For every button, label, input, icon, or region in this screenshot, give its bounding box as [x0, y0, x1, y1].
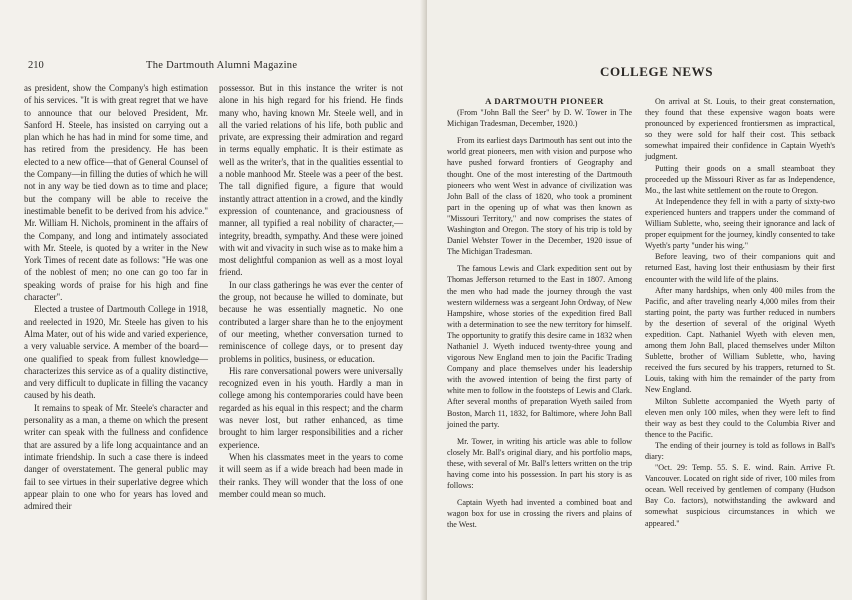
paragraph: Milton Sublette accompanied the Wyeth party of eleven men only 100 miles, when they were left to find their way as best they could to the Columbia River and thence to the Pacific.	[645, 396, 835, 439]
paragraph: Elected a trustee of Dartmouth College in 1918, and reelected in 1920, Mr. Steele has given to his Alma Mater, out of his wide and varied experience, a very valuable service. A member of the board—one qualified to speak from fullest knowledge—characterizes this service as of a quality distinctive, and very difficult to duplicate in filling the vacancy caused by his death.	[24, 304, 208, 401]
left-column-1	[24, 82, 208, 512]
paragraph: Before leaving, two of their companions quit and returned East, having lost their enthusiasm by their first encounter with the wild life of the plains.	[645, 252, 835, 284]
paragraph: as president, show the Company's high estimation of his services. "It is with great regret that we have to announce that our beloved President, Mr. Sanford H. Steele, has insisted on carrying out a plan which he has had in mind for some time, and has retired from the presidency. He has been elected to a new office—that of General Counsel of the Company—in filling the duties of which he will not in any way be tied down as to time and place; but the company will be able to receive the inestimable benefit to be derived from his advice." Mr. William H. Nichols, prominent in the affairs of the Company, and long and intimately associated with Mr. Steele, is quoted by a writer in the New York Times of recent date as follows: "He was one of the noblest of men; no one can go too far in speaking words of praise for his high and fine character".	[24, 83, 208, 303]
paragraph: The famous Lewis and Clark expedition sent out by Thomas Jefferson returned to the East in 1807. Among the men who had made the journey through the vast western wilderness was a sergeant John Ordway, of New Hampshire, whose stories of the expedition fired Ball with a determination to see the new territory for himself. The opportunity to gratify this desire came in 1832 when Nathaniel J. Wyeth induced twenty-three young and vigorous New England men to join the Pacific Trading Company and place themselves under his leadership with the avowed intention of being the first party of white men to follow in the footsteps of Lewis and Clark. After several months of preparation Wyeth sailed from Boston, March 11, 1832, for Baltimore, where John Ball joined the party.	[447, 264, 632, 429]
magazine-title: The Dartmouth Alumni Magazine	[146, 60, 298, 71]
paragraph: Putting their goods on a small steamboat they proceeded up the Missouri River as far as Independence, Mo., the last white settlement on the route to Oregon.	[645, 163, 835, 195]
section-title: COLLEGE NEWS	[600, 64, 714, 79]
paragraph: From its earliest days Dartmouth has sent out into the world great pioneers, men with vision and purpose who have pushed forward frontiers of Geography and thought. One of the most interesting of the Dartmouth pioneers who went West in advance of civilization was John Ball of the class of 1820, who took a prominent part in the opening up of what was then known as "Missouri Territory," and now comprises the states of Washington and Oregon. The story of his trip is told by Daniel Webster Tower in the December, 1920 issue of The Michigan Tradesman.	[447, 136, 632, 257]
paragraph: In our class gatherings he was ever the center of the group, not because he willed to dominate, but because he was essentially magnetic. No one contributed a larger share than he to the enjoyment of our meeting, whether conversation turned to reminiscence of college days, or to present day problems in politics, business, or education.	[219, 279, 403, 364]
left-page	[0, 0, 425, 600]
paragraph: possessor. But in this instance the writer is not alone in his high regard for his friend. He finds many who, having known Mr. Steele well, and in all the varied relations of his life, both public and private, are expressing their admiration and regard in terms equally emphatic. It is their estimate as well as the writer's, that in the qualities essential to a noble manhood Mr. Steele was a peer of the best. The tall dignified figure, a figure that would instantly attract attention in a crowd, and the kindly expression of countenance, and graciousness of manner, all typified a real nobility of character,—integrity, breadth, sympathy. And these were joined with wit and vivacity in such wise as to make him a most delightful companion as well as a most loyal friend.	[219, 83, 403, 278]
page-header	[28, 60, 403, 74]
left-column-2	[219, 82, 403, 500]
paragraph: When his classmates meet in the years to come it will seem as if a wide breach had been made in their ranks. They will wonder that the loss of one member could mean so much.	[219, 451, 403, 499]
source-note: (From "John Ball the Seer" by D. W. Tower in The Michigan Tradesman, December, 1920.)	[447, 108, 632, 129]
paragraph: After many hardships, when only 400 miles from the Pacific, and after traveling nearly 4,000 miles from their starting point, the party was further reduced in numbers by the desertion of several of the original Wyeth expedition. Capt. Nathaniel Wyeth with eleven men, among them John Ball, placed themselves under Milton Sublette, brother of William Sublette, who, having received the furs secured by his trappers, returned to St. Louis, taking with him the remainder of the party from New England.	[645, 285, 835, 395]
paragraph: At Independence they fell in with a party of sixty-two experienced hunters and trappers under the command of William Sublette, who, seeing their ignorance and lack of proper equipment for the journey, kindly consented to take Wyeth's party "under his wing."	[645, 196, 835, 251]
right-column-2	[645, 96, 835, 529]
paragraph: Captain Wyeth had invented a combined boat and wagon box for use in crossing the rivers and plains of the West.	[447, 498, 632, 530]
paragraph: It remains to speak of Mr. Steele's character and personality as a man, a theme on which the present writer can speak with the fullness and confidence that are assured by a life long acquaintance and an intimate friendship. In such a case there is indeed danger of overstatement. The general public may fail to see virtues in their superlative degree which appear plain to one who for years has loved and admired their	[24, 402, 208, 512]
paragraph: Mr. Tower, in writing his article was able to follow closely Mr. Ball's original diary, and his portfolio maps, these, with several of Mr. Ball's letters written on the trip having come into his possession. In part his story is as follows:	[447, 436, 632, 491]
page-number: 210	[28, 60, 44, 71]
paragraph: His rare conversational powers were universally recognized even in his youth. Hardly a man in college among his contemporaries could have been regarded as his equal in this respect; and the charm was never lost, but rather enhanced, as time brought to him larger responsibilities and a richer experience.	[219, 365, 403, 450]
article-title: A DARTMOUTH PIONEER	[485, 96, 604, 106]
paragraph: On arrival at St. Louis, to their great consternation, they found that these expensive wagon boats were pronounced by experienced frontiersmen as impractical, so they were sold for half their cost. This setback somewhat impaired their confidence in Captain Wyeth's judgment.	[645, 97, 835, 162]
paragraph: The ending of their journey is told as follows in Ball's diary:	[645, 440, 835, 461]
right-column-1	[447, 96, 632, 530]
quote: "Oct. 29: Temp. 55. S. E. wind. Rain. Arrive Ft. Vancouver. Located on right side of river, 100 miles from ocean. Well received by gentlemen of company (Hudson Bay Co. factors), notwithstanding the awkward and somewhat suspicious circumstances in which we appeared."	[645, 463, 835, 528]
